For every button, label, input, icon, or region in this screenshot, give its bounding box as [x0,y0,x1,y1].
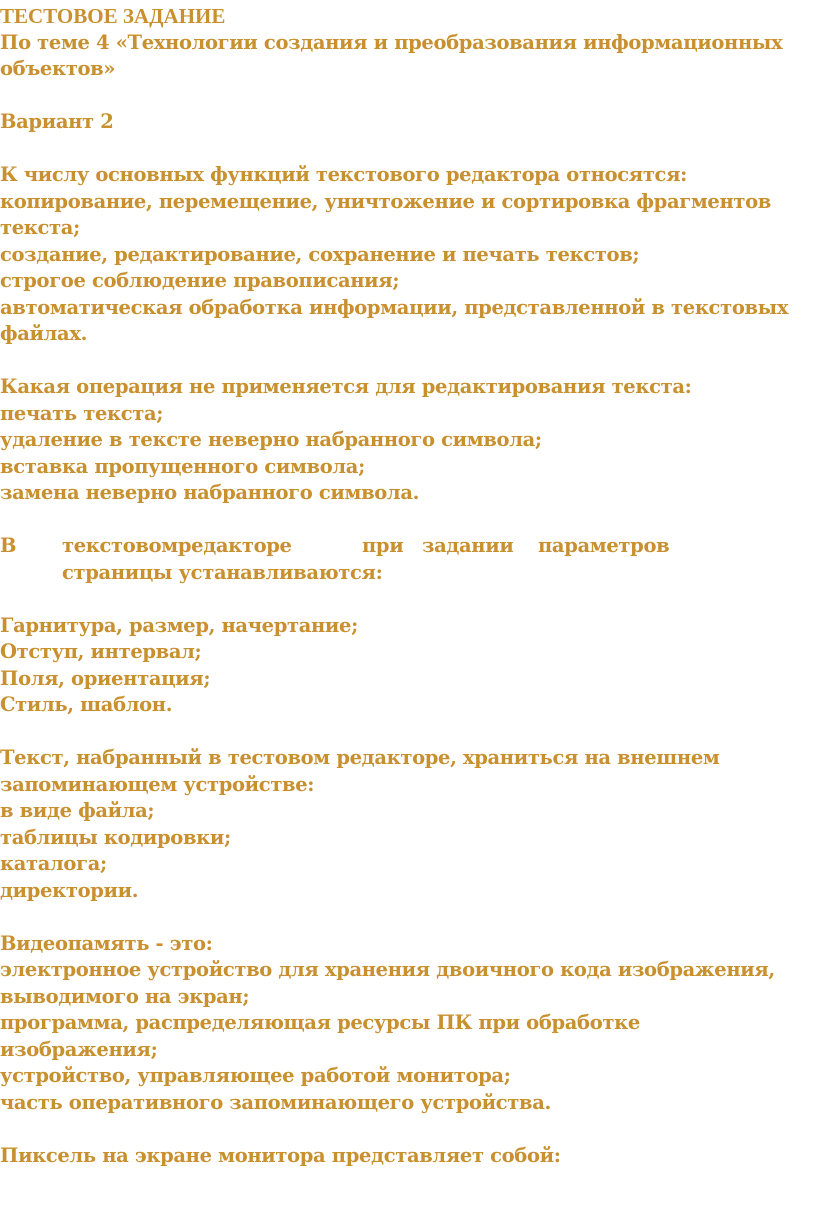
question-text-justified [0,533,816,560]
question-text: запоминающем устройстве: [0,772,315,796]
spacer [0,136,816,163]
answer-option: таблицы кодировки; [0,825,231,849]
question-text: Пиксель на экране монитора представляет собой: [0,1143,561,1167]
answer-option: электронное устройство для хранения двоичного кода изображения, [0,958,775,981]
document-title: ТЕСТОВОЕ ЗАДАНИЕ [0,4,226,28]
question-text: Видеопамять - это: [0,931,213,955]
answer-option: Стиль, шаблон. [0,693,173,716]
spacer [0,719,816,746]
variant-label: Вариант 2 [0,110,114,133]
question-4 [0,745,816,904]
answer-option: Поля, ориентация; [0,666,211,690]
answer-option: программа, распределяющая ресурсы ПК при обработке [0,1011,640,1034]
answer-option: директории. [0,878,139,902]
answer-option: в виде файла; [0,799,155,822]
question-3 [0,533,816,719]
question-word: параметров [538,534,670,557]
answer-option: устройство, управляющее работой монитора; [0,1064,511,1087]
question-text: Какая операция не применяется для редактирования текста: [0,375,692,398]
answer-option: часть оперативного запоминающего устройства. [0,1090,551,1114]
answer-option: изображения; [0,1037,158,1061]
answer-option: вставка пропущенного символа; [0,454,365,478]
answer-option: удаление в тексте неверно набранного символа; [0,428,542,451]
answer-option: каталога; [0,852,107,875]
question-5 [0,931,816,1117]
question-word: В [0,534,17,557]
answer-option: автоматическая обработка информации, представленной в текстовых [0,295,789,319]
topic-line-1: По теме 4 «Технологии создания и преобразования информационных [0,30,783,54]
spacer [0,904,816,931]
answer-option: копирование, перемещение, уничтожение и сортировка фрагментов [0,189,771,213]
answer-option: текста; [0,216,80,239]
answer-option: печать текста; [0,401,164,425]
question-word: задании [422,534,514,557]
answer-option: файлах. [0,322,88,345]
spacer [0,348,816,375]
question-text: страницы устанавливаются: [62,560,383,584]
answer-option: создание, редактирование, сохранение и печать текстов; [0,242,640,266]
answer-option: Гарнитура, размер, начертание; [0,613,358,637]
question-1 [0,162,816,348]
spacer [0,83,816,110]
question-text: К числу основных функций текстового редактора относятся: [0,163,687,186]
question-text: Текст, набранный в тестовом редакторе, храниться на внешнем [0,746,720,769]
spacer [0,1116,816,1143]
question-2 [0,374,816,507]
topic-line-2: объектов» [0,57,116,80]
spacer [0,507,816,534]
answer-option: замена неверно набранного символа. [0,481,420,504]
spacer [0,586,816,613]
question-6 [0,1143,816,1170]
question-word: при [362,534,404,557]
answer-option: выводимого на экран; [0,984,250,1008]
answer-option: Отступ, интервал; [0,640,202,663]
question-word: текстовомредакторе [62,534,292,557]
answer-option: строгое соблюдение правописания; [0,269,400,292]
